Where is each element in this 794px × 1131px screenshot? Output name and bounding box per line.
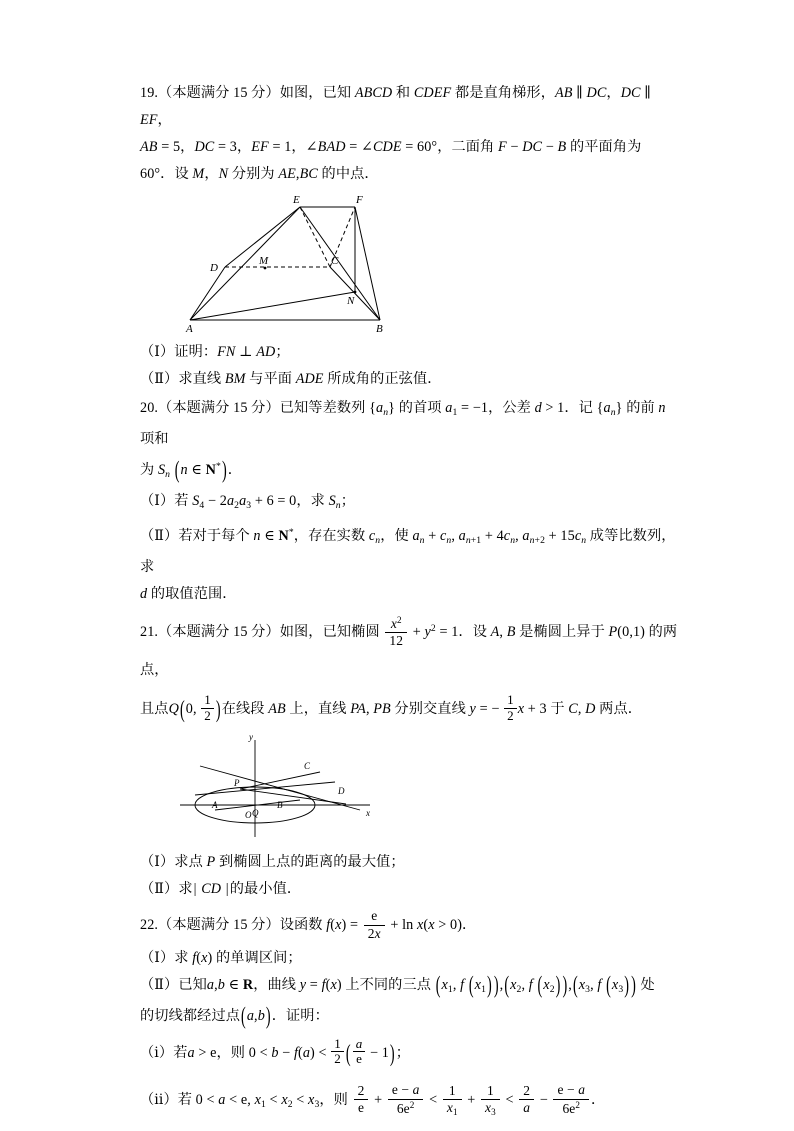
fig-label-M: M bbox=[259, 255, 269, 267]
fig-label-B: B bbox=[277, 800, 283, 811]
fig-label-B: B bbox=[376, 323, 383, 332]
fig-label-E: E bbox=[293, 194, 300, 206]
q19-stem-line-3: 60°．设 M，N 分别为 AE,BC 的中点． bbox=[140, 166, 379, 182]
q22-part-2i: （ⅰ）若a > e，则 0 < b − f(a) < $\frac{1}{2}$ ( $\frac{a}{e}$ − 1)； bbox=[140, 1035, 411, 1068]
fig-label-O: O bbox=[245, 810, 252, 821]
q20-part-2: （Ⅱ）若对于每个 n ∈ N*，存在实数 $c_n$，使 $a_n + c_n$, $a_{n+1} + 4c_n$, $a_{n+2} + 15c_n$ 成等比数列，求 bbox=[140, 527, 676, 576]
q19-part-1: （Ⅰ）证明：FN ⊥ AD； bbox=[140, 344, 290, 360]
fig-label-C: C bbox=[304, 761, 311, 772]
question-22 bbox=[140, 905, 680, 1129]
q22-part-2b: 的切线都经过点(a,b)．证明： bbox=[140, 1003, 329, 1031]
q21-part-1: （Ⅰ）求点 P 到椭圆上点的距离的最大值； bbox=[140, 854, 405, 871]
fig-label-D: D bbox=[338, 786, 345, 797]
fig-label-A: A bbox=[212, 800, 218, 811]
q20-part-2b: d 的取值范围． bbox=[140, 586, 237, 603]
q20-stem-line-2: 为 $S_n$ (n ∈ N*)． bbox=[140, 456, 243, 485]
question-20 bbox=[140, 395, 680, 608]
q21-stem-line-1: 21.（本题满分 15 分）如图，已知椭圆 $\frac{x^2}{12}$ + $y^2 = 1$．设 A, B 是椭圆上异于 P(0,1) 的两点， bbox=[140, 614, 678, 679]
q21-stem-line-2: 且点Q(0, $\frac{1}{2}$ )在线段 AB 上，直线 PA, PB 分别交直线 y = − $\frac{1}{2}$ x + 3 于 C, D 两点． bbox=[140, 692, 643, 724]
fig-label-Q: Q bbox=[252, 808, 259, 819]
fig-label-D: D bbox=[210, 262, 218, 274]
fig-label-P: P bbox=[234, 778, 240, 789]
q22-part-2: （Ⅱ）已知a,b ∈ R，曲线 y = f(x) 上不同的三点 ($x_1$, f $(x_1)$ )$,(x_2$, f $(x_2)$ )$,(x_3$, f $(x_3)$ ) 处 bbox=[140, 972, 655, 1000]
question-19 bbox=[140, 80, 680, 393]
q19-stem-line-2: AB = 5，DC = 3，EF = 1，∠BAD = ∠CDE = 60°，二面角 F − DC − B 的平面角为 bbox=[140, 139, 642, 155]
q20-stem-line-1: 20.（本题满分 15 分）已知等差数列 $\{a_n\}$ 的首项 $a_1 = -1$，公差 d > 1．记 $\{a_n\}$ 的前 n 项和 bbox=[140, 400, 666, 448]
question-21 bbox=[140, 610, 680, 903]
fig-label-F: F bbox=[356, 194, 363, 206]
axis-label-x: x bbox=[366, 808, 370, 819]
q21-figure-wrap bbox=[160, 732, 680, 847]
q19-part-2: （Ⅱ）求直线 BM 与平面 ADE 所成角的正弦值． bbox=[140, 371, 442, 387]
q20-part-1: （Ⅰ）若 $S_4 - 2a_2a_3 + 6 = 0$，求 $S_n$； bbox=[140, 493, 356, 512]
fig-label-N: N bbox=[347, 295, 355, 307]
q21-part-2: （Ⅱ）求| CD |的最小值． bbox=[140, 881, 302, 898]
axis-label-y: y bbox=[249, 732, 253, 743]
q19-stem-line-1: 19.（本题满分 15 分）如图，已知 ABCD 和 CDEF 都是直角梯形，AB ∥ DC，DC ∥ EF， bbox=[140, 85, 651, 128]
fig-label-A: A bbox=[186, 323, 193, 332]
q22-part-1: （Ⅰ）求 f(x) 的单调区间； bbox=[140, 950, 302, 967]
fig-label-C: C bbox=[331, 255, 339, 267]
q22-part-2ii: （ⅱ）若 0 < a < e, $x_1 < x_2 < x_3$，则 $\frac{2}{e}$ + $\frac{e - a}{6e^2}$ < $\frac{1}{x_1}$ + $\frac{1}{x_3}$ < $\frac{2}{a}$ − $\frac{e - a}{6e^2}$ ． bbox=[140, 1082, 606, 1118]
q22-stem-line-1: 22.（本题满分 15 分）设函数 f(x) = $\frac{e}{2x}$ + ln x(x > 0)． bbox=[140, 908, 477, 941]
page-content bbox=[140, 80, 680, 1131]
ellipse-figure bbox=[160, 732, 390, 842]
q19-figure-wrap bbox=[180, 192, 680, 337]
solid-geometry-figure bbox=[180, 192, 440, 332]
